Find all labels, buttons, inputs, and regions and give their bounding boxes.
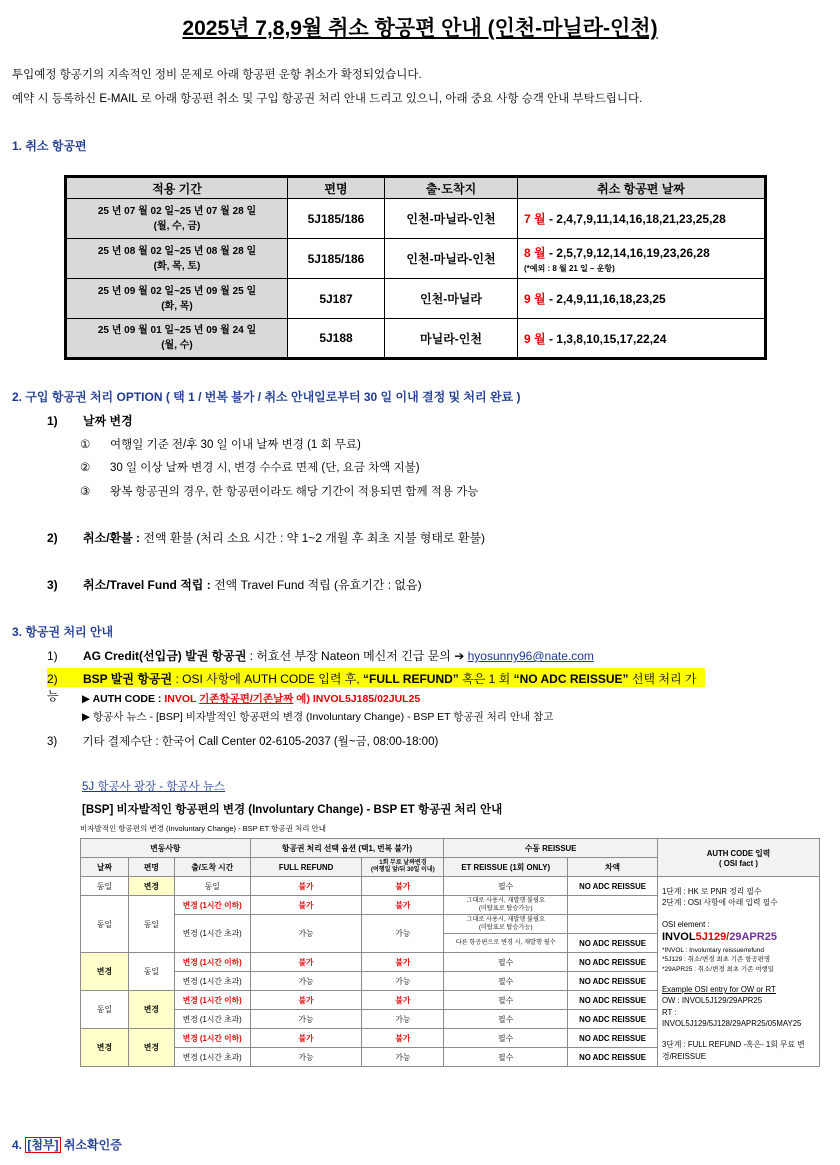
cell-refund: 가능 [250, 1010, 362, 1029]
cell-time: 변경 (1시간 이하) [174, 896, 250, 915]
intro-line-1: 투입예정 항공기의 지속적인 정비 문제로 아래 항공편 운항 취소가 확정되었습니다. [12, 69, 422, 81]
header-options: 항공권 처리 선택 옵션 (택1, 번복 불가) [250, 839, 444, 858]
item-label: BSP 발권 항공권 [83, 672, 173, 686]
page-title: 2025년 7,8,9월 취소 항공편 안내 (인천-마닐라-인천) [182, 17, 658, 40]
cell-free-change: 불가 [362, 991, 444, 1010]
cell-flight: 변경 [128, 1029, 174, 1067]
cell-reissue: 필수 [444, 1010, 568, 1029]
header-change: 변동사항 [81, 839, 251, 858]
cancel-days: - 2,4,9,11,16,18,23,25 [545, 292, 666, 306]
option-2 [47, 529, 485, 546]
list-item [80, 459, 420, 475]
cancel-days: - 2,4,7,9,11,14,16,18,21,23,25,28 [545, 212, 726, 226]
item-text: : 허효선 부장 Nateon 메신저 긴급 문의 ➔ [246, 649, 468, 663]
list-item [80, 483, 478, 499]
cell-free-change: 불가 [362, 877, 444, 896]
cell-date: 변경 [81, 1029, 129, 1067]
cell-difference: NO ADC REISSUE [568, 991, 658, 1010]
cell-date: 동일 [81, 877, 129, 896]
option-label: 취소/환불 : [83, 531, 141, 545]
header-flight: 편명 [288, 177, 385, 199]
list-item [80, 436, 361, 452]
auth-code-instructions [657, 877, 819, 1067]
osi-note: *INVOL : Involuntary reissue/refund [661, 946, 764, 954]
cell-date: 동일 [81, 896, 129, 953]
involuntary-change-table [80, 838, 820, 1067]
full-refund-label: “FULL REFUND” [363, 672, 459, 686]
cell-reissue: 필수 [444, 877, 568, 896]
item-number: 1) [47, 649, 58, 663]
option-3 [47, 576, 422, 593]
cancel-month: 8 월 [524, 245, 546, 260]
option-number: 3) [47, 578, 58, 592]
flight-number: 5J188 [288, 319, 385, 359]
flight-number: 5J185/186 [288, 199, 385, 239]
item-text: 기타 결제수단 : 한국어 Call Center 02-6105-2037 (월~금, 08:00-18:00) [82, 736, 439, 748]
cell-time: 변경 (1시간 초과) [174, 1048, 250, 1067]
cell-refund: 불가 [250, 991, 362, 1010]
cell-time: 동일 [174, 877, 250, 896]
list-item-text: 여행일 기준 전/후 30 일 이내 날짜 변경 (1 회 무료) [110, 439, 361, 451]
auth-step-1: 1단계 : HK 로 PNR 정리 필수 [661, 887, 762, 896]
cell-time: 변경 (1시간 이하) [174, 1029, 250, 1048]
option-number: 2) [47, 531, 58, 545]
header-manual-reissue: 수동 REISSUE [444, 839, 658, 858]
section-4-heading [12, 1136, 122, 1153]
cell-reissue: 필수 [444, 1029, 568, 1048]
table-caption: 비자발적인 항공편의 변경 (Involuntary Change) - BSP ET 항공권 처리 안내 [80, 824, 327, 833]
option-label: 취소/Travel Fund 적립 : [83, 578, 211, 592]
cancel-month: 7 월 [524, 212, 546, 226]
cell-reissue: 필수 [444, 953, 568, 972]
circle-number: ③ [80, 486, 91, 498]
table-row [66, 199, 766, 239]
option-1 [47, 412, 133, 429]
news-reference: ▶ 항공사 뉴스 - [BSP] 비자발적인 항공편의 변경 (Involuntary Change) - BSP ET 항공권 처리 안내 참고 [82, 711, 554, 723]
item-number: 3) [47, 736, 58, 748]
cancelled-flights-table [64, 175, 767, 360]
item-text: : OSI 사항에 AUTH CODE 입력 후, [172, 672, 364, 686]
cancel-month: 9 월 [524, 331, 546, 346]
cell-flight: 변경 [128, 991, 174, 1029]
header-dates: 취소 항공편 날짜 [518, 177, 766, 199]
no-adc-reissue-label: “NO ADC REISSUE” [513, 672, 629, 686]
cell-free-change: 불가 [362, 953, 444, 972]
cell-difference: NO ADC REISSUE [568, 1010, 658, 1029]
cell-free-change: 가능 [362, 915, 444, 953]
cancel-days: - 1,3,8,10,15,17,22,24 [545, 331, 667, 346]
cell-difference [568, 896, 658, 915]
table-row [66, 239, 766, 279]
option-number: 1) [47, 414, 58, 428]
auth-step-2: 2단계 : OSI 사항에 아래 입력 필수 [661, 898, 778, 908]
period-days: (월, 수, 금) [153, 220, 201, 232]
cell-difference: NO ADC REISSUE [568, 934, 658, 953]
route: 인천-마닐라-인천 [385, 199, 518, 239]
route: 인천-마닐라-인천 [385, 239, 518, 279]
handling-3 [47, 733, 438, 749]
header-difference: 차액 [568, 858, 658, 877]
option-text: 전액 환불 (처리 소요 시간 : 약 1~2 개월 후 최초 지불 형태로 환불) [140, 531, 486, 545]
item-number: 2) [47, 672, 58, 686]
header-free-change: 1회 무료 날짜변경 (여행일 앞/뒤 30일 이내) [362, 858, 444, 877]
contact-email-link[interactable]: hyosunny96@nate.com [467, 649, 594, 663]
cell-time: 변경 (1시간 초과) [174, 972, 250, 991]
cell-flight: 동일 [128, 896, 174, 953]
circle-number: ② [80, 462, 91, 474]
cell-reissue: 필수 [444, 1048, 568, 1067]
section-3-heading: 3. 항공권 처리 안내 [12, 625, 114, 639]
period-days: (화, 목, 토) [153, 260, 201, 272]
period-days: (월, 수) [161, 340, 193, 351]
section-4-title: 취소확인증 [60, 1138, 122, 1152]
header-period: 적용 기간 [66, 177, 288, 199]
osi-note: *5J129 : 취소/변경 최초 기존 항공편명 [661, 956, 771, 964]
header-auth-code: AUTH CODE 입력 ( OSI fact ) [657, 839, 819, 877]
period-range: 25 년 09 월 01 일~25 년 09 월 24 일 [97, 325, 257, 336]
cell-date: 동일 [81, 991, 129, 1029]
cell-time: 변경 (1시간 이하) [174, 991, 250, 1010]
table-row [66, 279, 766, 319]
section-1-heading: 1. 취소 항공편 [12, 139, 87, 153]
header-full-refund: FULL REFUND [250, 858, 362, 877]
route: 인천-마닐라 [385, 279, 518, 319]
auth-code-value: INVOL [164, 693, 200, 705]
osi-element: OSI element : INVOL5J129/29APR25 [661, 919, 777, 943]
auth-step-3: 3단계 : FULL REFUND -혹은- 1회 무료 변경/REISSUE [661, 1040, 805, 1061]
circle-number: ① [80, 439, 91, 451]
flight-number: 5J185/186 [288, 239, 385, 279]
cell-difference [568, 915, 658, 934]
cell-free-change: 가능 [362, 1048, 444, 1067]
cell-reissue: 필수 [444, 972, 568, 991]
auth-code-value: 기존항공편/기존날짜 [199, 693, 294, 705]
item-text: 선택 처리 가능 [47, 672, 697, 703]
route: 마닐라-인천 [385, 319, 518, 359]
cell-reissue: 그대로 사용시, 재발행 불필요 (미탑표로 탑승가능) [444, 915, 568, 934]
item-text: 혹은 1 회 [458, 672, 514, 686]
cell-reissue: 다른 항공편으로 변경 시, 재발행 필수 [444, 934, 568, 953]
header-et-reissue: ET REISSUE (1회 ONLY) [444, 858, 568, 877]
table-row [81, 877, 820, 896]
item-label: AG Credit(선입금) 발권 항공권 [83, 649, 247, 663]
auth-code-label: ▶ AUTH CODE : [82, 693, 165, 705]
period-range: 25 년 09 월 02 일~25 년 09 월 25 일 [97, 285, 257, 297]
airline-news-link[interactable]: 5J 항공사 광장 - 항공사 뉴스 [82, 781, 226, 793]
handling-1 [47, 647, 594, 664]
news-title: [BSP] 비자발적인 항공편의 변경 (Involuntary Change) - BSP ET 항공권 처리 안내 [82, 804, 503, 816]
cell-reissue: 필수 [444, 991, 568, 1010]
cell-time: 변경 (1시간 초과) [174, 1010, 250, 1029]
osi-example-heading: Example OSI entry for OW or RT [661, 985, 776, 995]
cell-difference: NO ADC REISSUE [568, 1029, 658, 1048]
option-label: 날짜 변경 [83, 414, 133, 428]
section-2-heading: 2. 구입 항공권 처리 OPTION ( 택 1 / 번복 불가 / 취소 안내일로부터 30 일 이내 결정 및 처리 완료 ) [12, 390, 521, 404]
flight-number: 5J187 [288, 279, 385, 319]
cell-free-change: 불가 [362, 896, 444, 915]
option-text: 전액 Travel Fund 적립 (유효기간 : 없음) [210, 578, 422, 592]
cell-refund: 불가 [250, 896, 362, 915]
intro-line-2: 예약 시 등록하신 E-MAIL 로 아래 항공편 취소 및 구입 항공권 처리 안내 드리고 있으니, 아래 중요 사항 승객 안내 부탁드립니다. [12, 93, 643, 105]
cancel-month: 9 월 [524, 292, 546, 306]
cell-free-change: 가능 [362, 1010, 444, 1029]
period-range: 25 년 08 월 02 일~25 년 08 월 28 일 [97, 245, 257, 257]
cell-flight: 동일 [128, 953, 174, 991]
cell-date: 변경 [81, 953, 129, 991]
cell-difference: NO ADC REISSUE [568, 877, 658, 896]
list-item-text: 30 일 이상 날짜 변경 시, 변경 수수료 면제 (단, 요금 차액 지불) [110, 462, 420, 474]
cell-flight: 변경 [128, 877, 174, 896]
cell-difference: NO ADC REISSUE [568, 953, 658, 972]
cell-difference: NO ADC REISSUE [568, 972, 658, 991]
period-days: (화, 목) [161, 300, 193, 312]
osi-example-rt: RT : INVOL5J129/5J128/29APR25/05MAY25 [661, 1007, 802, 1028]
osi-example-ow: OW : INVOL5J129/29APR25 [661, 996, 763, 1006]
header-route: 출·도착지 [385, 177, 518, 199]
header-date: 날짜 [81, 858, 129, 877]
cell-refund: 가능 [250, 972, 362, 991]
attachment-tag: [첨부] [27, 1138, 59, 1152]
cell-refund: 불가 [250, 877, 362, 896]
cell-reissue: 그대로 사용시, 재발행 불필요 (미탑표로 탑승가능) [444, 896, 568, 915]
table-row [66, 319, 766, 359]
cancel-days: - 2,5,7,9,12,14,16,19,23,26,28 [545, 245, 710, 260]
cell-refund: 가능 [250, 915, 362, 953]
list-item-text: 왕복 항공권의 경우, 한 항공편이라도 해당 기간이 적용되면 함께 적용 가능 [110, 486, 479, 498]
cell-free-change: 가능 [362, 972, 444, 991]
section-4-number: 4. [12, 1138, 26, 1152]
cell-refund: 불가 [250, 1029, 362, 1048]
cell-free-change: 불가 [362, 1029, 444, 1048]
cell-refund: 불가 [250, 953, 362, 972]
cell-time: 변경 (1시간 이하) [174, 953, 250, 972]
cell-difference: NO ADC REISSUE [568, 1048, 658, 1067]
cell-refund: 가능 [250, 1048, 362, 1067]
header-flight: 편명 [128, 858, 174, 877]
auth-code-line [82, 691, 420, 706]
auth-code-example: 예) INVOL5J185/02JUL25 [293, 693, 421, 705]
exception-note: (*예외 : 8 월 21 일 – 운항) [524, 263, 615, 273]
osi-note: *29APR25 : 취소/변경 최초 기존 여행일 [661, 965, 775, 973]
cell-time: 변경 (1시간 초과) [174, 915, 250, 953]
header-time: 출/도착 시간 [174, 858, 250, 877]
period-range: 25 년 07 월 02 일~25 년 07 월 28 일 [97, 205, 257, 217]
